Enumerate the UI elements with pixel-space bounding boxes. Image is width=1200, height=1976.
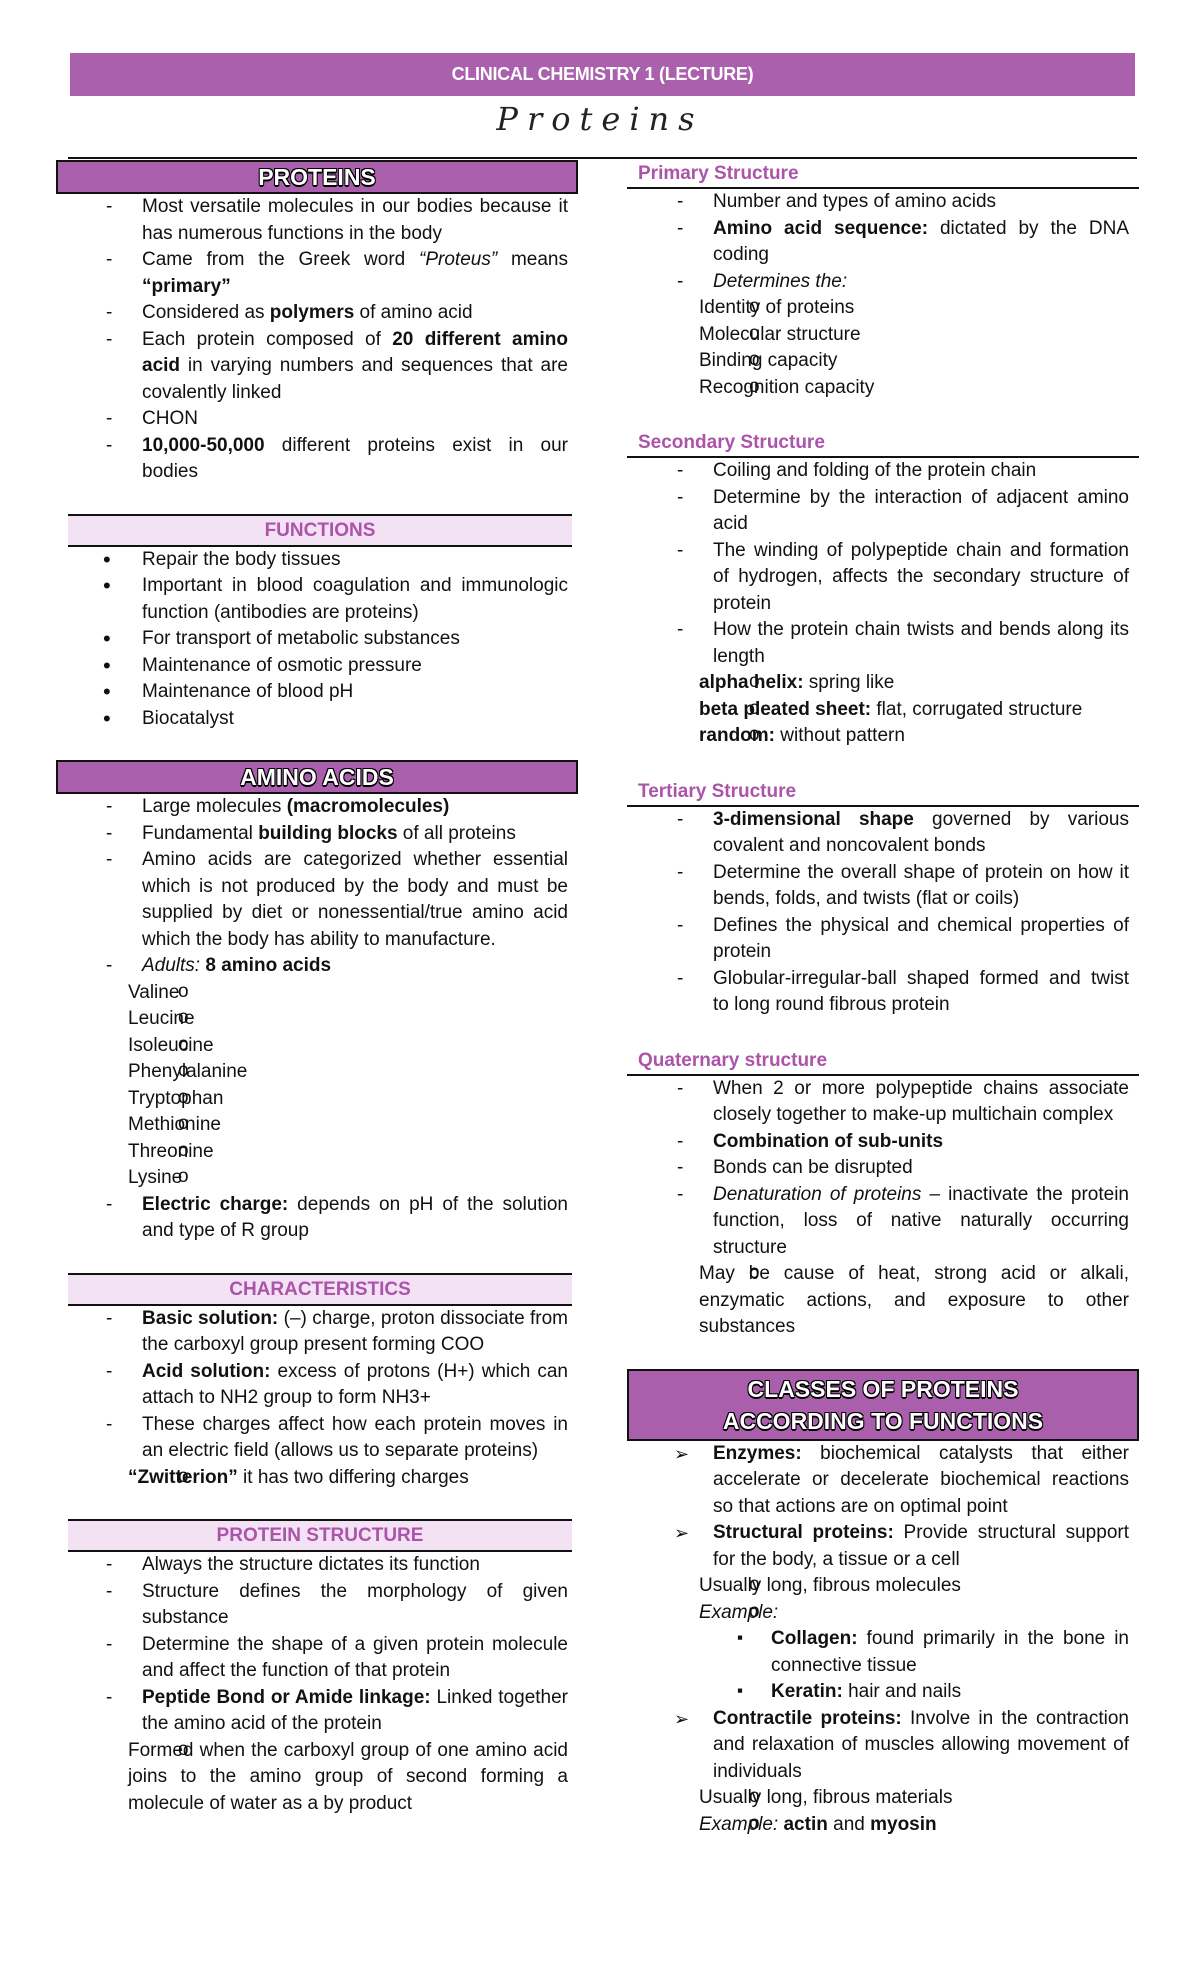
classes-of-proteins-heading [627,1369,1139,1441]
left-column [56,160,578,1817]
list-item: - Came from the Greek word “Proteus” means “primary” [56,247,578,300]
list-item: - Most versatile molecules in our bodies because it has numerous functions in the body [56,194,578,247]
list-item: o random: without pattern [627,723,1129,750]
list-item: - Structure defines the morphology of given substance [56,1579,578,1632]
list-item: o Valine [56,980,568,1007]
list-item: ➢ Enzymes: biochemical catalysts that either accelerate or decelerate biochemical reactions so that actions are on optimal point [627,1441,1139,1521]
list-item: - 10,000-50,000 different proteins exist in our bodies [56,433,578,486]
primary-structure-list [627,189,1139,401]
list-item: o Phenylalanine [56,1059,568,1086]
list-item: • Biocatalyst [56,706,578,733]
list-item: o “Zwitterion” it has two differing charges [56,1465,568,1492]
list-item: o Isoleucine [56,1033,568,1060]
list-item: ▪ Collagen: found primarily in the bone in connective tissue [699,1626,1129,1679]
quaternary-structure-heading: Quaternary structure [627,1047,1139,1076]
title-divider [68,157,1137,159]
list-item: - Considered as polymers of amino acid [56,300,578,327]
list-item: - 3-dimensional shape governed by various covalent and noncovalent bonds [627,807,1139,860]
list-item: • Important in blood coagulation and immunologic function (antibodies are proteins) [56,573,578,626]
list-item: - Defines the physical and chemical properties of protein [627,913,1139,966]
list-item: - Acid solution: excess of protons (H+) which can attach to NH2 group to form NH3+ [56,1359,578,1412]
list-item: - Determines the: o Identity of proteins o Molecular structure o Binding capacity o Recognition capacity [627,269,1139,402]
amino-acids-list [56,794,578,1245]
list-item: - Determine the shape of a given protein molecule and affect the function of that protein [56,1632,578,1685]
list-item: - Determine the overall shape of protein on how it bends, folds, and twists (flat or coils) [627,860,1139,913]
classes-heading-line-2: ACCORDING TO FUNCTIONS [722,1407,1044,1434]
protein-structure-list [56,1552,578,1817]
amino-acids-heading: AMINO ACIDS [56,760,578,794]
list-item: - These charges affect how each protein moves in an electric field (allows us to separate proteins) o “Zwitterion” it has two differing charges [56,1412,578,1492]
list-item: o beta pleated sheet: flat, corrugated structure [627,697,1129,724]
list-item: - Adults: 8 amino acids o Valine o Leucine o Isoleucine o Phenylalanine o Tryptophan o Methionine o Threonine o Lysine [56,953,578,1192]
list-item: - Number and types of amino acids [627,189,1139,216]
list-item: - Determine by the interaction of adjacent amino acid [627,485,1139,538]
list-item: • Repair the body tissues [56,547,578,574]
characteristics-list [56,1306,578,1492]
list-item: • Maintenance of blood pH [56,679,578,706]
list-item: o Identity of proteins [627,295,1129,322]
proteins-heading: PROTEINS [56,160,578,194]
list-item: - How the protein chain twists and bends along its length o alpha helix: spring like o beta pleated sheet: flat, corrugated structure o random: without pattern [627,617,1139,750]
list-item: ▪ Keratin: hair and nails [699,1679,1129,1706]
denaturation-causes-list [699,1261,1129,1341]
structural-examples-list [699,1626,1129,1706]
list-item: - CHON [56,406,578,433]
secondary-structure-heading: Secondary Structure [627,429,1139,458]
list-item: o Threonine [56,1139,568,1166]
tertiary-structure-heading: Tertiary Structure [627,778,1139,807]
document-subtitle: Proteins [496,100,704,138]
list-item: ➢ Structural proteins: Provide structural support for the body, a tissue or a cell o Usually long, fibrous molecules o Example: ▪ Collagen: found primarily in the bone in connective tissue ▪ Keratin: hair and nails [627,1520,1139,1706]
list-item: - Basic solution: (–) charge, proton dissociate from the carboxyl group present forming COO [56,1306,578,1359]
secondary-types-list [699,670,1129,750]
protein-structure-heading: PROTEIN STRUCTURE [68,1519,572,1552]
list-item: - Large molecules (macromolecules) [56,794,578,821]
primary-determines-list [699,295,1129,401]
list-item: - Globular-irregular-ball shaped formed and twist to long round fibrous protein [627,966,1139,1019]
list-item: - Combination of sub-units [627,1129,1139,1156]
list-item: - Each protein composed of 20 different amino acid in varying numbers and sequences that are covalently linked [56,327,578,407]
list-item: - When 2 or more polypeptide chains associate closely together to make-up multichain complex [627,1076,1139,1129]
list-item: - Coiling and folding of the protein chain [627,458,1139,485]
list-item: - Amino acid sequence: dictated by the DNA coding [627,216,1139,269]
classes-list [627,1441,1139,1839]
list-item: o Formed when the carboxyl group of one amino acid joins to the amino group of second forming a molecule of water as a by product [56,1738,568,1818]
characteristics-heading: CHARACTERISTICS [68,1273,572,1306]
list-item: - Bonds can be disrupted [627,1155,1139,1182]
list-item: - Peptide Bond or Amide linkage: Linked together the amino acid of the protein o Formed when the carboxyl group of one amino acid joins to the amino group of second forming a molecule of water as a by product [56,1685,578,1818]
list-item: - Amino acids are categorized whether essential which is not produced by the body and must be supplied by diet or nonessential/true amino acid which the body has ability to manufacture. [56,847,578,953]
list-item: o Recognition capacity [627,375,1129,402]
list-item: o Usually long, fibrous materials [627,1785,1129,1812]
list-item: - Denaturation of proteins – inactivate the protein function, loss of native naturally occurring structure o May be cause of heat, strong acid or alkali, enzymatic actions, and exposure to other substances [627,1182,1139,1341]
list-item: o Usually long, fibrous molecules [627,1573,1129,1600]
list-item: o Methionine [56,1112,568,1139]
functions-heading: FUNCTIONS [68,514,572,547]
contractile-proteins-list [699,1785,1129,1838]
right-column [627,160,1139,1838]
proteins-list [56,194,578,486]
list-item: - The winding of polypeptide chain and formation of hydrogen, affects the secondary structure of protein [627,538,1139,618]
course-title-bar: CLINICAL CHEMISTRY 1 (LECTURE) [70,53,1135,96]
list-item: - Electric charge: depends on pH of the solution and type of R group [56,1192,578,1245]
secondary-structure-list [627,458,1139,750]
list-item: o Molecular structure [627,322,1129,349]
structural-proteins-list [699,1573,1129,1706]
quaternary-structure-list [627,1076,1139,1341]
list-item: o Example: ▪ Collagen: found primarily in the bone in connective tissue ▪ Keratin: hair and nails [627,1600,1129,1706]
list-item: • Maintenance of osmotic pressure [56,653,578,680]
list-item: • For transport of metabolic substances [56,626,578,653]
list-item: o alpha helix: spring like [627,670,1129,697]
peptide-bond-list [128,1738,568,1818]
list-item: - Always the structure dictates its function [56,1552,578,1579]
list-item: o Example: actin and myosin [627,1812,1129,1839]
zwitterion-list [128,1465,568,1492]
list-item: o May be cause of heat, strong acid or alkali, enzymatic actions, and exposure to other substances [627,1261,1129,1341]
list-item: o Lysine [56,1165,568,1192]
list-item: - Fundamental building blocks of all proteins [56,821,578,848]
list-item: o Tryptophan [56,1086,568,1113]
list-item: ➢ Contractile proteins: Involve in the contraction and relaxation of muscles allowing movement of individuals o Usually long, fibrous materials o Example: actin and myosin [627,1706,1139,1839]
tertiary-structure-list [627,807,1139,1019]
primary-structure-heading: Primary Structure [627,160,1139,189]
list-item: o Leucine [56,1006,568,1033]
list-item: o Binding capacity [627,348,1129,375]
classes-heading-line-1: CLASSES OF PROTEINS [747,1375,1019,1402]
functions-list [56,547,578,733]
essential-amino-acids-list [128,980,568,1192]
